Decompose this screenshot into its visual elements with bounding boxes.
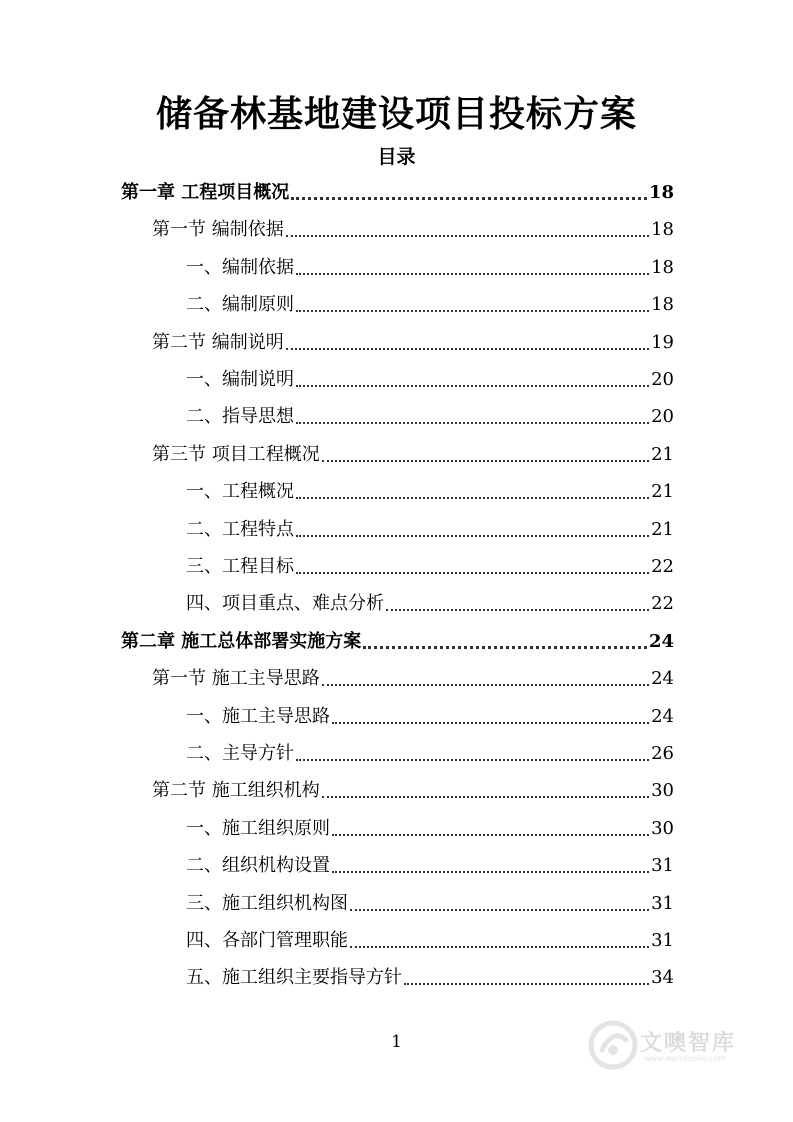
toc-entry-lead — [121, 181, 649, 205]
toc-entry-label: 二、编制原则 — [186, 294, 294, 316]
toc-entry[interactable] — [0, 699, 674, 729]
watermark-subtext: www.wenduoku.com — [644, 1054, 727, 1063]
toc-leader-dots — [332, 833, 649, 836]
toc-entry-label: 一、施工主导思路 — [186, 705, 330, 727]
toc-leader-dots — [296, 571, 649, 574]
toc-entry-page: 20 — [651, 406, 674, 428]
toc-entry-lead — [186, 705, 651, 729]
toc-entry-label: 第一节 施工主导思路 — [152, 668, 320, 690]
toc-entry-page: 31 — [651, 855, 674, 877]
toc-entry-label: 一、工程概况 — [186, 481, 294, 503]
toc-entry-page: 21 — [651, 481, 674, 503]
toc-entry-lead — [186, 256, 651, 280]
toc-entry-lead — [152, 779, 651, 803]
toc-entry-page: 31 — [651, 892, 674, 914]
toc-entry-label: 四、各部门管理职能 — [186, 930, 348, 951]
toc-leader-dots — [322, 683, 649, 686]
toc-entry-label: 二、指导思想 — [186, 406, 294, 428]
toc-entry-label: 第三节 项目工程概况 — [152, 443, 320, 465]
toc-entry-label: 二、组织机构设置 — [186, 855, 330, 877]
toc-leader-dots — [363, 645, 647, 649]
toc-entry-lead — [186, 929, 651, 953]
toc-entry-lead — [186, 892, 651, 916]
toc-entry[interactable] — [0, 886, 674, 916]
toc-entry-page: 18 — [651, 294, 674, 316]
toc-leader-dots — [332, 870, 649, 873]
toc-entry-page: 18 — [648, 182, 674, 203]
toc-entry-lead — [186, 854, 651, 878]
toc-entry-label: 四、项目重点、难点分析 — [186, 593, 384, 615]
toc-entry[interactable] — [0, 811, 674, 841]
toc-entry-label: 一、编制依据 — [186, 256, 294, 278]
toc-entry[interactable] — [0, 175, 674, 205]
toc-entry-label: 三、工程目标 — [186, 556, 294, 577]
toc-entry[interactable] — [0, 287, 674, 317]
toc-entry[interactable] — [0, 923, 674, 953]
toc-entry-lead — [186, 368, 651, 392]
toc-entry-label: 一、施工组织原则 — [186, 817, 330, 839]
toc-entry-lead — [186, 555, 651, 579]
toc-entry[interactable] — [0, 848, 674, 878]
toc-entry-lead — [186, 592, 651, 616]
toc-entry-label: 二、工程特点 — [186, 518, 294, 540]
toc-leader-dots — [296, 496, 649, 499]
toc-leader-dots — [291, 196, 647, 200]
toc-entry-lead — [152, 218, 651, 242]
toc-entry[interactable] — [0, 773, 674, 803]
toc-entry-label: 第二章 施工总体部署实施方案 — [121, 630, 362, 652]
watermark-text: 文噢智库 — [640, 1031, 737, 1056]
toc-leader-dots — [286, 347, 649, 350]
toc-entry-lead — [186, 742, 651, 766]
toc-entry-page: 21 — [651, 443, 674, 465]
toc-entry-label: 第一节 编制依据 — [152, 219, 284, 241]
toc-entry-page: 20 — [651, 369, 674, 390]
toc-leader-dots — [296, 309, 649, 312]
toc-entry-page: 21 — [651, 518, 674, 540]
toc-entry-lead — [152, 667, 651, 691]
toc-entry[interactable] — [0, 437, 674, 467]
toc-entry-lead — [186, 817, 651, 841]
toc-entry-label: 第二节 编制说明 — [152, 331, 284, 353]
toc-entry-page: 24 — [648, 630, 674, 652]
toc-leader-dots — [404, 982, 649, 985]
toc-entry-page: 26 — [651, 743, 674, 764]
toc-entry-label: 五、施工组织主要指导方针 — [186, 967, 402, 989]
toc-entry-page: 31 — [651, 930, 674, 951]
toc-leader-dots — [322, 795, 649, 798]
toc-entry-label: 一、编制说明 — [186, 369, 294, 390]
toc-entry-page: 24 — [651, 705, 674, 727]
toc-entry-page: 30 — [651, 817, 674, 839]
toc-entry-page: 24 — [651, 668, 674, 690]
toc-entry[interactable] — [0, 960, 674, 990]
document-title: 储备林基地建设项目投标方案 — [155, 93, 637, 135]
toc-leader-dots — [386, 608, 649, 611]
toc-entry[interactable] — [0, 624, 674, 654]
toc-entry-lead — [186, 518, 651, 542]
toc-entry-label: 第二节 施工组织机构 — [152, 780, 320, 802]
toc-entry[interactable] — [0, 362, 674, 392]
toc-entry-label: 二、主导方针 — [186, 743, 294, 764]
toc-entry-lead — [186, 966, 651, 990]
toc-entry-label: 三、施工组织机构图 — [186, 892, 348, 914]
toc-entry-page: 18 — [651, 219, 674, 241]
toc-leader-dots — [286, 234, 649, 237]
toc-entry-lead — [152, 443, 651, 467]
toc-leader-dots — [322, 459, 649, 462]
toc-entry-lead — [152, 331, 651, 355]
toc-leader-dots — [296, 534, 649, 537]
toc-entry-lead — [186, 480, 651, 504]
toc-entry[interactable] — [0, 736, 674, 766]
toc-entry-page: 19 — [651, 331, 674, 353]
watermark-logo-icon — [588, 1020, 638, 1070]
toc-entry-lead — [186, 405, 651, 429]
toc-entry[interactable] — [0, 250, 674, 280]
toc-heading: 目录 — [377, 146, 416, 168]
toc-entry-lead — [121, 630, 649, 654]
toc-entry-page: 18 — [651, 256, 674, 278]
toc-entry-page: 30 — [651, 780, 674, 802]
toc-leader-dots — [350, 908, 649, 911]
toc-entry[interactable] — [0, 325, 674, 355]
toc-entry[interactable] — [0, 212, 674, 242]
toc-entry-page: 22 — [651, 556, 674, 577]
toc-entry[interactable] — [0, 549, 674, 579]
page-number: 1 — [391, 1032, 402, 1052]
toc-leader-dots — [296, 421, 649, 424]
watermark — [588, 1020, 758, 1072]
toc-entry[interactable] — [0, 512, 674, 542]
toc-entry-lead — [186, 293, 651, 317]
toc-leader-dots — [332, 721, 649, 724]
toc-leader-dots — [296, 758, 649, 761]
toc-entry-label: 第一章 工程项目概况 — [121, 182, 290, 203]
toc-entry[interactable] — [0, 474, 674, 504]
toc-entry-page: 22 — [651, 593, 674, 615]
toc-entry[interactable] — [0, 661, 674, 691]
toc-entry[interactable] — [0, 399, 674, 429]
toc-entry[interactable] — [0, 586, 674, 616]
toc-leader-dots — [296, 272, 649, 275]
toc-leader-dots — [350, 945, 649, 948]
toc-leader-dots — [296, 384, 649, 387]
toc-entry-page: 34 — [651, 967, 674, 989]
